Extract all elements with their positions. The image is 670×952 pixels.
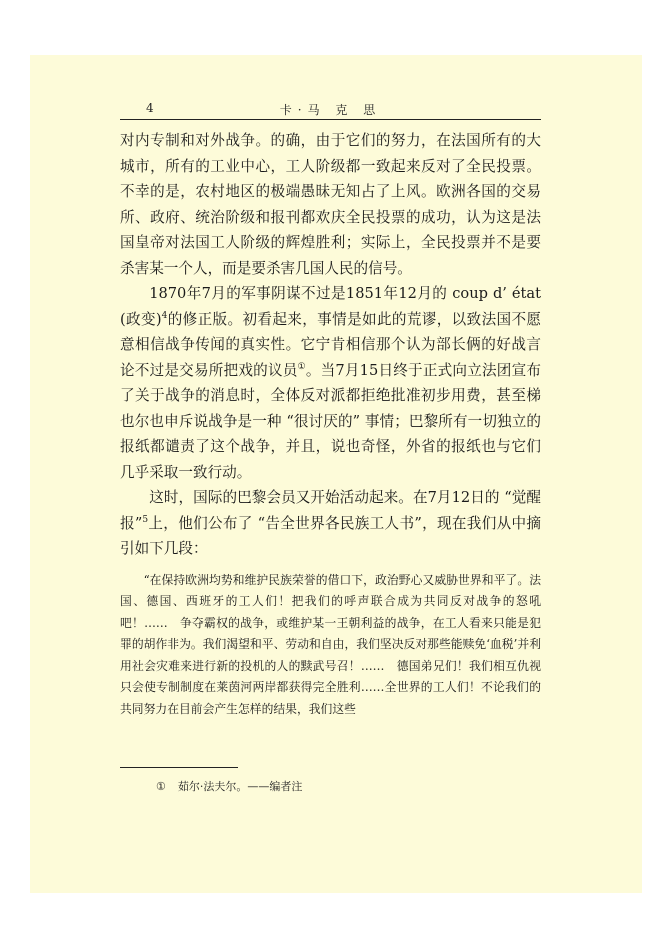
endnote-ref-4: 4 bbox=[161, 310, 168, 321]
footnote-mark: ① bbox=[156, 780, 166, 793]
paragraph-3-part-b: 上，他们公布了 “告全世界各民族工人书”，现在我们从中摘引如下几段： bbox=[120, 514, 541, 557]
footnote-ref-1: ① bbox=[297, 361, 306, 372]
running-title: 卡·马 克 思 bbox=[279, 103, 382, 117]
body-text bbox=[120, 128, 541, 720]
footnote-text: 茹尔·法夫尔。——编者注 bbox=[177, 780, 303, 793]
block-quote: “在保持欧洲均势和维护民族荣誉的借口下，政治野心又威胁世界和平了。法国、德国、西班牙的工人们！把我们的呼声联合成为共同反对战争的怒吼吧！…… 争夺霸权的战争，或维护某一王朝利益的战争，在工人看来只能是犯罪的胡作非为。我们渴望和平、劳动和自由，我们坚决反对那些能赎免‘血税’并利用社会灾难来进行新的投机的人的黩武号召！…… 德国弟兄们！我们相互仇视只会使专制制度在莱茵河两岸都获得完全胜利……全世界的工人们！不论我们的共同努力在目前会产生怎样的结果，我们这些 bbox=[120, 572, 541, 716]
paragraph-3 bbox=[120, 485, 541, 562]
endnote-ref-5: 5 bbox=[142, 514, 149, 525]
page-number: 4 bbox=[146, 101, 154, 115]
paragraph-2-part-b: 的修正版。初看起来，事情是如此的荒谬，以致法国不愿意相信战争传闻的真实性。它宁肯相信那个认为部长俩的好战言论不过是交易所把戏的议员 bbox=[120, 310, 541, 379]
footnote-divider bbox=[120, 767, 238, 768]
paragraph-2-part-a: 1870年7月的军事阴谋不过是1851年12月的 coup d’ état (政变) bbox=[120, 285, 541, 328]
paragraph-2-part-c: 。当7月15日终于正式向立法团宣布了关于战争的消息时，全体反对派都拒绝批准初步用费，甚至梯也尔也申斥说战争是一种 “很讨厌的” 事情；巴黎所有一切独立的报纸都谴责了这个战争，并且，说也奇怪，外省的报纸也与它们几乎采取一致行动。 bbox=[120, 361, 541, 481]
paragraph-3-part-a: 这时，国际的巴黎会员又开始活动起来。在7月12日的 “觉醒报” bbox=[120, 489, 541, 532]
running-header bbox=[120, 103, 541, 120]
footnote bbox=[156, 778, 302, 794]
paragraph-1: 对内专制和对外战争。的确，由于它们的努力，在法国所有的大城市，所有的工业中心，工人阶级都一致起来反对了全民投票。不幸的是，农村地区的极端愚昧无知占了上风。欧洲各国的交易所、政府、统治阶级和报刊都欢庆全民投票的成功，认为这是法国皇帝对法国工人阶级的辉煌胜利；实际上，全民投票并不是要杀害某一个人，而是要杀害几国人民的信号。 bbox=[120, 132, 541, 277]
paragraph-2 bbox=[120, 281, 541, 485]
